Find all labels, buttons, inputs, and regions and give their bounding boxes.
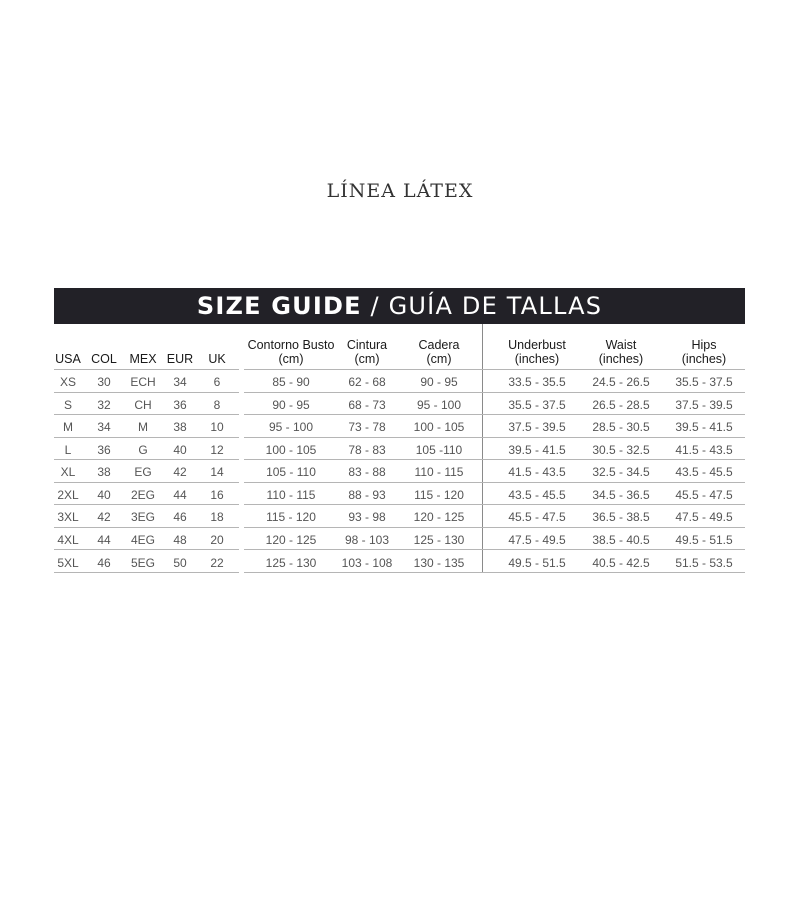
cell-hips_in: 49.5 - 51.5	[675, 533, 733, 547]
cell-col: 30	[97, 375, 111, 389]
cell-mex: G	[138, 443, 148, 457]
row-divider	[482, 437, 745, 438]
row-divider	[244, 369, 482, 370]
cell-mex: M	[138, 420, 148, 434]
cell-hip_cm: 100 - 105	[413, 420, 465, 434]
cell-eur: 38	[173, 420, 187, 434]
row-divider	[244, 392, 482, 393]
cell-usa: 4XL	[57, 533, 79, 547]
cell-waist_in: 38.5 - 40.5	[592, 533, 650, 547]
cell-usa: S	[63, 398, 72, 412]
cell-waist_in: 34.5 - 36.5	[592, 488, 650, 502]
row-divider	[482, 414, 745, 415]
cell-hips_in: 51.5 - 53.5	[675, 556, 733, 570]
row-divider	[244, 527, 482, 528]
cell-bust: 105 - 110	[266, 465, 316, 479]
header-bust-line1: Contorno Busto	[247, 338, 335, 352]
header-hip_cm-line1: Cadera	[418, 338, 460, 352]
cell-waist_cm: 93 - 98	[348, 510, 386, 524]
cell-waist_in: 32.5 - 34.5	[592, 465, 650, 479]
cell-eur: 44	[173, 488, 187, 502]
row-divider	[54, 527, 239, 528]
cell-waist_in: 28.5 - 30.5	[592, 420, 650, 434]
cell-mex: 2EG	[130, 488, 155, 502]
row-divider	[54, 572, 239, 573]
header-waist_cm-line1: Cintura	[346, 338, 388, 352]
cell-underbust: 41.5 - 43.5	[508, 465, 566, 479]
cell-uk: 12	[210, 443, 224, 457]
header-underbust-line1: Underbust	[508, 338, 566, 352]
cell-waist_in: 26.5 - 28.5	[592, 398, 650, 412]
row-divider	[54, 437, 239, 438]
cell-col: 34	[97, 420, 111, 434]
row-divider	[244, 437, 482, 438]
cell-col: 40	[97, 488, 111, 502]
cell-underbust: 33.5 - 35.5	[508, 375, 566, 389]
cell-uk: 14	[210, 465, 224, 479]
header-hip_cm-line2: (cm)	[426, 352, 452, 366]
cell-eur: 50	[173, 556, 187, 570]
cell-uk: 20	[210, 533, 224, 547]
cell-hip_cm: 130 - 135	[413, 556, 465, 570]
cell-usa: 2XL	[57, 488, 79, 502]
row-divider	[54, 459, 239, 460]
cell-underbust: 37.5 - 39.5	[508, 420, 566, 434]
cell-col: 46	[97, 556, 111, 570]
cell-waist_cm: 62 - 68	[348, 375, 386, 389]
cell-mex: CH	[134, 398, 152, 412]
cell-waist_cm: 68 - 73	[348, 398, 386, 412]
size-guide-banner	[54, 288, 745, 324]
header-bust-line2: (cm)	[278, 352, 304, 366]
header-waist_cm-line2: (cm)	[354, 352, 380, 366]
cell-waist_cm: 88 - 93	[348, 488, 386, 502]
column-divider	[482, 324, 483, 573]
cell-bust: 115 - 120	[266, 510, 316, 524]
cell-uk: 8	[213, 398, 221, 412]
header-col: COL	[91, 352, 117, 366]
cell-underbust: 49.5 - 51.5	[508, 556, 566, 570]
header-uk: UK	[208, 352, 226, 366]
cell-col: 44	[97, 533, 111, 547]
cell-bust: 90 - 95	[272, 398, 310, 412]
cell-hip_cm: 90 - 95	[420, 375, 458, 389]
row-divider	[54, 504, 239, 505]
header-hips_in-line1: Hips	[691, 338, 717, 352]
cell-mex: EG	[134, 465, 152, 479]
cell-waist_in: 24.5 - 26.5	[592, 375, 650, 389]
cell-eur: 36	[173, 398, 187, 412]
header-usa: USA	[55, 352, 81, 366]
cell-uk: 18	[210, 510, 224, 524]
cell-waist_in: 36.5 - 38.5	[592, 510, 650, 524]
row-divider	[54, 549, 239, 550]
row-divider	[54, 414, 239, 415]
cell-underbust: 39.5 - 41.5	[508, 443, 566, 457]
cell-waist_cm: 83 - 88	[348, 465, 386, 479]
row-divider	[244, 504, 482, 505]
header-eur: EUR	[166, 352, 194, 366]
cell-hips_in: 41.5 - 43.5	[675, 443, 733, 457]
cell-eur: 46	[173, 510, 187, 524]
cell-bust: 120 - 125	[265, 533, 317, 547]
cell-waist_in: 30.5 - 32.5	[592, 443, 650, 457]
cell-hips_in: 37.5 - 39.5	[675, 398, 733, 412]
cell-underbust: 45.5 - 47.5	[508, 510, 566, 524]
row-divider	[482, 392, 745, 393]
cell-hips_in: 35.5 - 37.5	[675, 375, 733, 389]
row-divider	[244, 549, 482, 550]
cell-bust: 85 - 90	[272, 375, 310, 389]
cell-mex: ECH	[130, 375, 156, 389]
line-subtitle: LÍNEA LÁTEX	[326, 180, 474, 202]
cell-hip_cm: 105 -110	[415, 443, 463, 457]
row-divider	[244, 459, 482, 460]
cell-hips_in: 43.5 - 45.5	[675, 465, 733, 479]
cell-waist_in: 40.5 - 42.5	[592, 556, 650, 570]
banner-title-rest: / GUÍA DE TALLAS	[361, 292, 603, 320]
cell-usa: XL	[60, 465, 76, 479]
cell-underbust: 47.5 - 49.5	[508, 533, 566, 547]
cell-hips_in: 39.5 - 41.5	[675, 420, 733, 434]
row-divider	[482, 572, 745, 573]
header-mex: MEX	[129, 352, 157, 366]
row-divider	[482, 482, 745, 483]
row-divider	[54, 482, 239, 483]
cell-uk: 6	[213, 375, 221, 389]
banner-title-bold: SIZE GUIDE	[196, 292, 362, 320]
cell-usa: XS	[59, 375, 76, 389]
cell-col: 42	[97, 510, 111, 524]
cell-col: 32	[97, 398, 111, 412]
row-divider	[244, 482, 482, 483]
cell-col: 38	[97, 465, 111, 479]
header-hips_in-line2: (inches)	[681, 352, 727, 366]
row-divider	[244, 414, 482, 415]
row-divider	[482, 527, 745, 528]
cell-eur: 42	[173, 465, 187, 479]
cell-eur: 40	[173, 443, 187, 457]
header-waist_in-line2: (inches)	[598, 352, 644, 366]
cell-hips_in: 45.5 - 47.5	[675, 488, 733, 502]
header-underbust-line2: (inches)	[514, 352, 560, 366]
header-waist_in-line1: Waist	[605, 338, 637, 352]
cell-col: 36	[97, 443, 111, 457]
cell-waist_cm: 73 - 78	[348, 420, 386, 434]
cell-usa: L	[64, 443, 72, 457]
row-divider	[54, 392, 239, 393]
cell-bust: 100 - 105	[265, 443, 317, 457]
cell-hip_cm: 110 - 115	[414, 465, 464, 479]
cell-waist_cm: 98 - 103	[344, 533, 390, 547]
cell-underbust: 43.5 - 45.5	[508, 488, 566, 502]
cell-uk: 10	[210, 420, 224, 434]
row-divider	[482, 549, 745, 550]
cell-hip_cm: 115 - 120	[414, 488, 464, 502]
cell-hip_cm: 95 - 100	[416, 398, 462, 412]
cell-mex: 5EG	[130, 556, 155, 570]
cell-underbust: 35.5 - 37.5	[508, 398, 566, 412]
row-divider	[482, 504, 745, 505]
cell-uk: 16	[210, 488, 224, 502]
cell-bust: 95 - 100	[268, 420, 314, 434]
row-divider	[244, 572, 482, 573]
cell-mex: 3EG	[130, 510, 155, 524]
cell-waist_cm: 78 - 83	[348, 443, 386, 457]
cell-hip_cm: 120 - 125	[413, 510, 465, 524]
row-divider	[54, 369, 239, 370]
row-divider	[482, 369, 745, 370]
cell-uk: 22	[210, 556, 224, 570]
cell-eur: 34	[173, 375, 187, 389]
cell-waist_cm: 103 - 108	[341, 556, 393, 570]
cell-bust: 125 - 130	[265, 556, 317, 570]
cell-eur: 48	[173, 533, 187, 547]
row-divider	[482, 459, 745, 460]
cell-usa: 3XL	[57, 510, 79, 524]
cell-bust: 110 - 115	[266, 488, 316, 502]
cell-hips_in: 47.5 - 49.5	[675, 510, 733, 524]
cell-usa: M	[63, 420, 73, 434]
cell-hip_cm: 125 - 130	[413, 533, 465, 547]
cell-usa: 5XL	[57, 556, 79, 570]
cell-mex: 4EG	[130, 533, 155, 547]
